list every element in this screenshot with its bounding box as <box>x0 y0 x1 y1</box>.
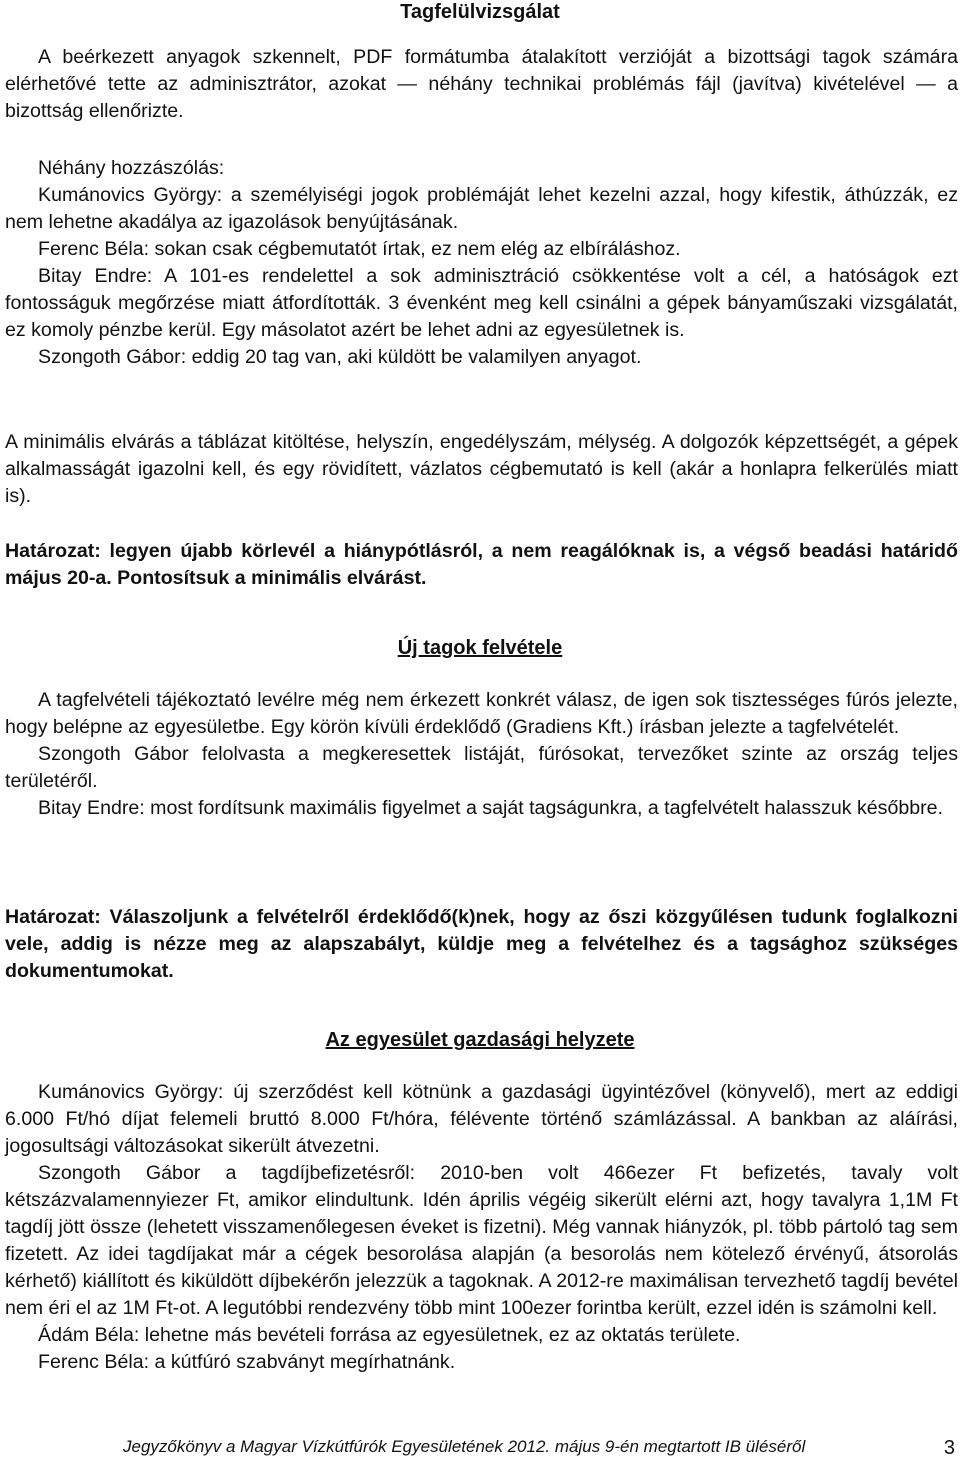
page-number: 3 <box>943 1437 955 1459</box>
body-paragraph: Szongoth Gábor a tagdíjbefizetésről: 2010-ben volt 466ezer Ft befizetés, tavaly volt kétszázvalamennyiezer Ft, amikor elindultunk. Idén április végéig sikerült elérni azt, hogy tavalyra 1,1M Ft tagdíj jött össze (lehetett visszamenőlegesen éveket is fizetni). Még vannak hiányzók, pl. több pártoló tag sem fizetett. Az idei tagdíjakat már a cégek besorolása alapján (a besorolás nem kötelező érvényű, átsorolás kérhető) kiállított és kiküldött díjbekérőn jelezzük a tagoknak. A 2012-re maximálisan tervezhető tagdíj bevétel nem éri el az 1M Ft-ot. A legutóbbi rendezvény több mint 100ezer forintba került, ezzel idén is számolni kell. <box>5 1162 958 1319</box>
resolution-paragraph: Határozat: Válaszoljunk a felvételről érdeklődő(k)nek, hogy az őszi közgyűlésen tudunk foglalkozni vele, addig is nézze meg az alapszabályt, küldje meg a felvételhez és a tagsághoz szükséges dokumentumokat. <box>5 906 958 982</box>
body-paragraph: Bitay Endre: most fordítsunk maximális figyelmet a saját tagságunkra, a tagfelvételt halasszuk későbbre. <box>38 797 944 819</box>
comment-paragraph: Kumánovics György: a személyiségi jogok problémáját lehet kezelni azzal, hogy kifestik, áthúzzák, ez nem lehetne akadálya az igazolások benyújtásának. <box>5 184 958 233</box>
comments-block <box>5 155 958 371</box>
section-body-uj-tagok <box>5 687 958 822</box>
comment-paragraph: Bitay Endre: A 101-es rendelettel a sok adminisztráció csökkentése volt a cél, a hatóságok ezt fontosságuk megőrzése miatt átfordították. 3 évenként meg kell csinálni a gépek bányaműszaki vizsgálatát, ez komoly pénzbe kerül. Egy másolatot azért be lehet adni az egyesületnek is. <box>5 265 958 341</box>
comment-paragraph: Ferenc Béla: sokan csak cégbemutatót írtak, ez nem elég az elbíráláshoz. <box>38 238 681 260</box>
section-body-tagfelulvizsgalat <box>5 44 958 125</box>
comments-heading: Néhány hozzászólás: <box>38 157 225 179</box>
body-paragraph: Ádám Béla: lehetne más bevételi forrása az egyesületnek, ez az oktatás területe. <box>38 1324 741 1346</box>
section-title-uj-tagok: Új tagok felvétele <box>397 637 563 659</box>
section-title-gazdasagi: Az egyesület gazdasági helyzete <box>325 1029 635 1051</box>
section-body-gazdasagi <box>5 1079 958 1376</box>
requirements-paragraph: A minimális elvárás a táblázat kitöltése, helyszín, engedélyszám, mélység. A dolgozók képzettségét, a gépek alkalmasságát igazolni kell, és egy rövidített, vázlatos cégbemutató is kell (akár a honlapra felkerülés miatt is). <box>5 431 958 507</box>
comment-paragraph: Szongoth Gábor: eddig 20 tag van, aki küldött be valamilyen anyagot. <box>38 346 642 368</box>
section-title-tagfelulvizsgalat: Tagfelülvizsgálat <box>400 1 560 23</box>
resolution-paragraph: Határozat: legyen újabb körlevél a hiánypótlásról, a nem reagálóknak is, a végső beadási határidő május 20-a. Pontosítsuk a minimális elvárást. <box>5 540 958 589</box>
page-footer <box>0 1437 960 1463</box>
footer-text: Jegyzőkönyv a Magyar Vízkútfúrók Egyesületének 2012. május 9-én megtartott IB üléséről <box>123 1437 806 1456</box>
body-paragraph: A tagfelvételi tájékoztató levélre még nem érkezett konkrét válasz, de igen sok tisztességes fúrós jelezte, hogy belépne az egyesületbe. Egy körön kívüli érdeklődő (Gradiens Kft.) írásban jelezte a tagfelvételét. <box>5 689 958 738</box>
resolution-block-1 <box>5 538 958 592</box>
body-paragraph: Kumánovics György: új szerződést kell kötnünk a gazdasági ügyintézővel (könyvelő), mert az eddigi 6.000 Ft/hó díjat felemeli bruttó 8.000 Ft/hóra, félévente történő számlázással. A bankban az aláírási, jogosultsági változásokat sikerült átvezetni. <box>5 1081 958 1157</box>
body-paragraph: Szongoth Gábor felolvasta a megkeresettek listáját, fúrósokat, tervezőket szinte az ország teljes területéről. <box>5 743 958 792</box>
body-paragraph: Ferenc Béla: a kútfúró szabványt megírhatnánk. <box>38 1351 456 1373</box>
intro-paragraph: A beérkezett anyagok szkennelt, PDF formátumba átalakított verzióját a bizottsági tagok számára elérhetővé tette az adminisztrátor, azokat — néhány technikai problémás fájl (javítva) kivételével — a bizottság ellenőrizte. <box>5 46 958 122</box>
resolution-block-2 <box>5 904 958 985</box>
requirements-block <box>5 429 958 510</box>
